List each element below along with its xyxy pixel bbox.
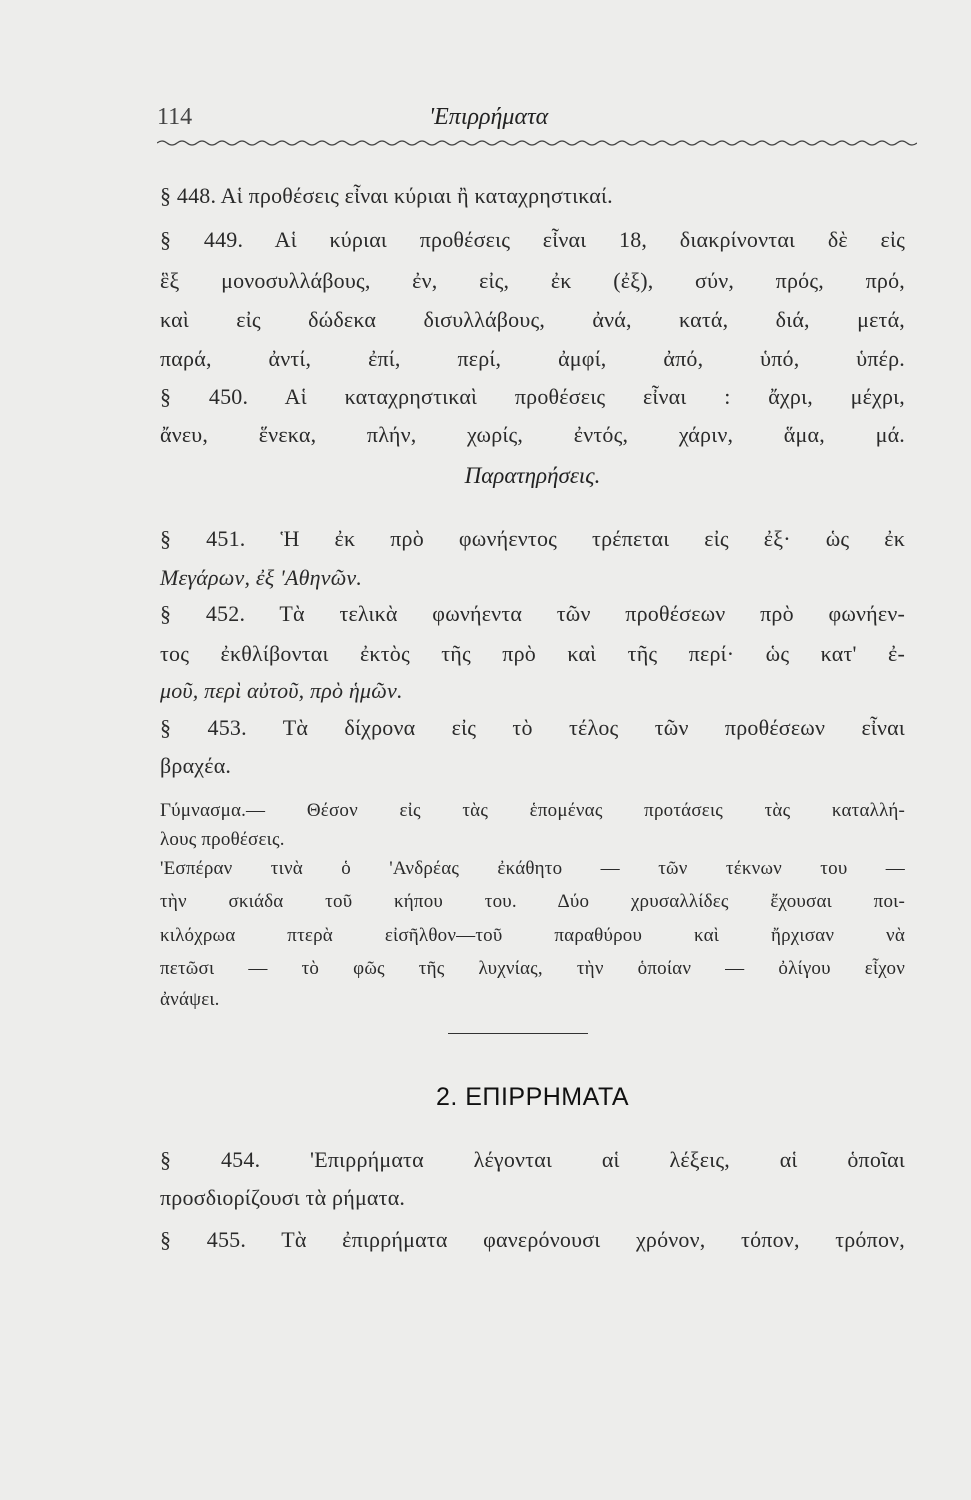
text-line: § 452. Τὰ τελικὰ φωνήεντα τῶν προθέσεων πρὸ φωνήεν- [160,601,905,626]
exercise-line: τὴν σκιάδα τοῦ κήπου του. Δύο χρυσαλλίδες ἔχουσαι ποι- [160,891,905,912]
text-line: μοῦ, περὶ αὐτοῦ, πρὸ ἡμῶν. [160,678,403,703]
text-line: § 451. Ἡ ἐκ πρὸ φωνήεντος τρέπεται εἰς ἐξ· ὡς ἐκ [160,526,905,551]
wavy-rule [157,138,917,148]
page-header [157,98,917,142]
exercise-line: λους προθέσεις. [160,829,285,850]
text-line: προσδιορίζουσι τὰ ρήματα. [160,1185,406,1210]
text-line: βραχέα. [160,753,232,778]
text-line: § 453. Τὰ δίχρονα εἰς τὸ τέλος τῶν προθέσεων εἶναι [160,715,905,740]
text-line: § 450. Αἱ καταχρηστικαὶ προθέσεις εἶναι : ἄχρι, μέχρι, [160,384,905,409]
page-number: 114 [157,104,193,130]
text-line: § 449. Αἱ κύριαι προθέσεις εἶναι 18, διακρίνονται δὲ εἰς [160,227,905,252]
text-line: παρά, ἀντί, ἐπί, περί, ἀμφί, ἀπό, ὑπό, ὑπέρ. [160,346,905,371]
text-line: καὶ εἰς δώδεκα δισυλλάβους, ἀνά, κατά, διά, μετά, [160,307,905,332]
section-divider [448,1033,588,1034]
exercise-line: 'Εσπέραν τινὰ ὁ 'Ανδρέας ἐκάθητο — τῶν τέκνων του — [160,858,905,879]
text-line: § 455. Τὰ ἐπιρρήματα φανερόνουσι χρόνον, τόπον, τρόπον, [160,1227,905,1252]
text-line: ἄνευ, ἕνεκα, πλήν, χωρίς, ἐντός, χάριν, ἅμα, μά. [160,422,905,447]
section-heading: 2. ΕΠΙΡΡΗΜΑΤΑ [435,1083,630,1111]
observations-heading: Παρατηρήσεις. [464,463,601,488]
text-line: τος ἐκθλίβονται ἐκτὸς τῆς πρὸ καὶ τῆς περί· ὡς κατ' ἐ- [160,641,905,666]
text-line: § 454. 'Επιρρήματα λέγονται αἱ λέξεις, αἱ ὁποῖαι [160,1147,905,1172]
running-title: 'Επιρρήματα [429,104,549,130]
exercise-line: κιλόχρωα πτερὰ εἰσῆλθον—τοῦ παραθύρου καὶ ἤρχισαν νὰ [160,925,905,946]
exercise-line: ἀνάψει. [160,989,220,1010]
exercise-line: Γύμνασμα.— Θέσον εἰς τὰς ἑπομένας προτάσεις τὰς καταλλή- [160,800,905,821]
text-line: § 448. Αἱ προθέσεις εἶναι κύριαι ἢ καταχρηστικαί. [160,183,613,208]
exercise-line: πετῶσι — τὸ φῶς τῆς λυχνίας, τὴν ὁποίαν — ὀλίγου εἶχον [160,958,905,979]
text-line: ἓξ μονοσυλλάβους, ἐν, εἰς, ἐκ (ἐξ), σύν, πρός, πρό, [160,268,905,293]
text-line: Μεγάρων, ἐξ 'Αθηνῶν. [160,565,363,590]
